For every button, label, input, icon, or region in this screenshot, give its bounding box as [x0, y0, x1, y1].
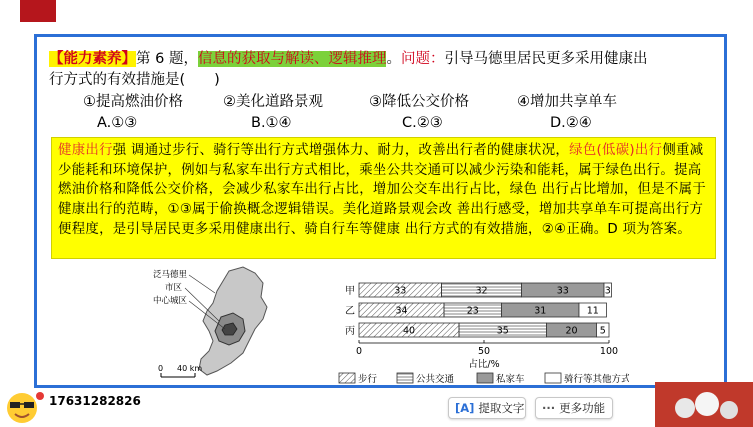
more-functions-label: 更多功能 [559, 401, 606, 415]
bar-value-label: 31 [534, 305, 547, 317]
bar-value-label: 3 [604, 285, 611, 297]
x-tick-label: 0 [355, 346, 363, 357]
bar-value-label: 33 [394, 285, 407, 297]
bar-value-label: 34 [395, 305, 408, 317]
question-stem-part1: 引导马德里居民更多采用健康出 [444, 51, 648, 67]
bar-value-label: 32 [475, 285, 488, 297]
ability-tag: 【能力素养】 [49, 51, 136, 67]
explanation-box [51, 137, 716, 259]
explanation-text-2: 侧重减少能耗和环境保护，例如与私家车出行方式相比，乘坐公共交通可以减少污染和能耗，属于绿色出行。提高燃油价格和降低公交价格，会减少私家车出行占比，增加公交车出行占比，绿色 出行占比增加，但是不属于健康出行的范畴，①③属于偷换概念逻辑错误。美化道路景观会改 善出行感受，增加共享单车可提高出行方便程度，是引导居民更多采用健康出行、骑自行车等健康 出行方式的有效措施，②④正确。D 项为答案。 [58, 143, 707, 237]
option-item: ④增加共享单车 [517, 94, 617, 110]
map-label-greater-madrid: 泛马德里 [153, 270, 188, 280]
chart-legend [339, 373, 629, 385]
choice-b: B.①④ [251, 115, 292, 131]
label-leader-1 [189, 275, 215, 293]
option-list [83, 92, 617, 112]
question-stem-part2: 行方式的有效措施是( ) [49, 72, 220, 88]
choice-a: A.①③ [97, 115, 138, 131]
category-label: 丙 [345, 326, 355, 337]
phone-number: 17631282826 [49, 394, 141, 408]
question-label: 问题： [400, 51, 445, 67]
chart-svg [309, 277, 629, 389]
question-line-2 [49, 70, 220, 90]
madrid-map [151, 263, 301, 389]
decoration-image [655, 382, 753, 427]
skill-period: 。 [386, 51, 401, 67]
top-red-block [20, 0, 56, 22]
category-label: 乙 [345, 306, 355, 317]
question-number: 第 6 题， [136, 51, 198, 67]
emoji-face-icon [2, 386, 46, 426]
explanation-text-1: 强 调通过步行、骑行等出行方式增强体力、耐力，改善出行者的健康状况， [112, 143, 570, 158]
legend-label: 步行 [358, 374, 378, 385]
legend-label: 私家车 [496, 374, 525, 385]
bar-value-label: 35 [496, 325, 509, 337]
choice-d: D.②④ [550, 115, 592, 131]
x-tick-label: 100 [599, 346, 619, 357]
legend-swatch [339, 373, 355, 383]
option-item: ①提高燃油价格 [83, 94, 183, 110]
more-dots-icon: ··· [542, 401, 556, 415]
chart-bars [345, 283, 612, 337]
extract-text-button[interactable] [448, 397, 526, 419]
bar-value-label: 20 [565, 325, 578, 337]
more-functions-button[interactable] [535, 397, 613, 419]
legend-swatch [545, 373, 561, 383]
explanation-green: 绿色(低碳)出行 [569, 143, 663, 158]
category-label: 甲 [345, 286, 355, 297]
map-svg [151, 263, 301, 389]
legend-swatch [477, 373, 493, 383]
travel-mode-chart [309, 277, 629, 389]
scale-label: 40 km [177, 364, 203, 373]
extract-text-icon: [A] [455, 401, 475, 415]
bar-value-label: 5 [599, 325, 606, 337]
bar-value-label: 33 [556, 285, 569, 297]
bar-value-label: 11 [586, 305, 599, 317]
explanation-lead: 健康出行 [58, 143, 113, 158]
bar-value-label: 40 [402, 325, 416, 337]
map-label-city: 市区 [165, 283, 183, 293]
chart-axis [356, 340, 618, 370]
legend-label: 公共交通 [416, 374, 455, 385]
legend-swatch [397, 373, 413, 383]
option-item: ③降低公交价格 [369, 94, 469, 110]
option-item: ②美化道路景观 [223, 94, 323, 110]
top-strip [0, 0, 753, 22]
skill-label: 信息的获取与解读、逻辑推理 [197, 51, 387, 67]
legend-label: 骑行等其他方式 [564, 374, 629, 385]
choice-c: C.②③ [402, 115, 443, 131]
scale-zero: 0 [158, 364, 164, 373]
extract-text-label: 提取文字 [478, 401, 525, 415]
map-label-center: 中心城区 [153, 296, 188, 306]
x-tick-label: 50 [477, 346, 491, 357]
x-axis-label: 占比/% [468, 359, 500, 370]
bar-value-label: 23 [466, 305, 479, 317]
question-line-1 [49, 49, 647, 69]
slide-frame [34, 34, 727, 388]
